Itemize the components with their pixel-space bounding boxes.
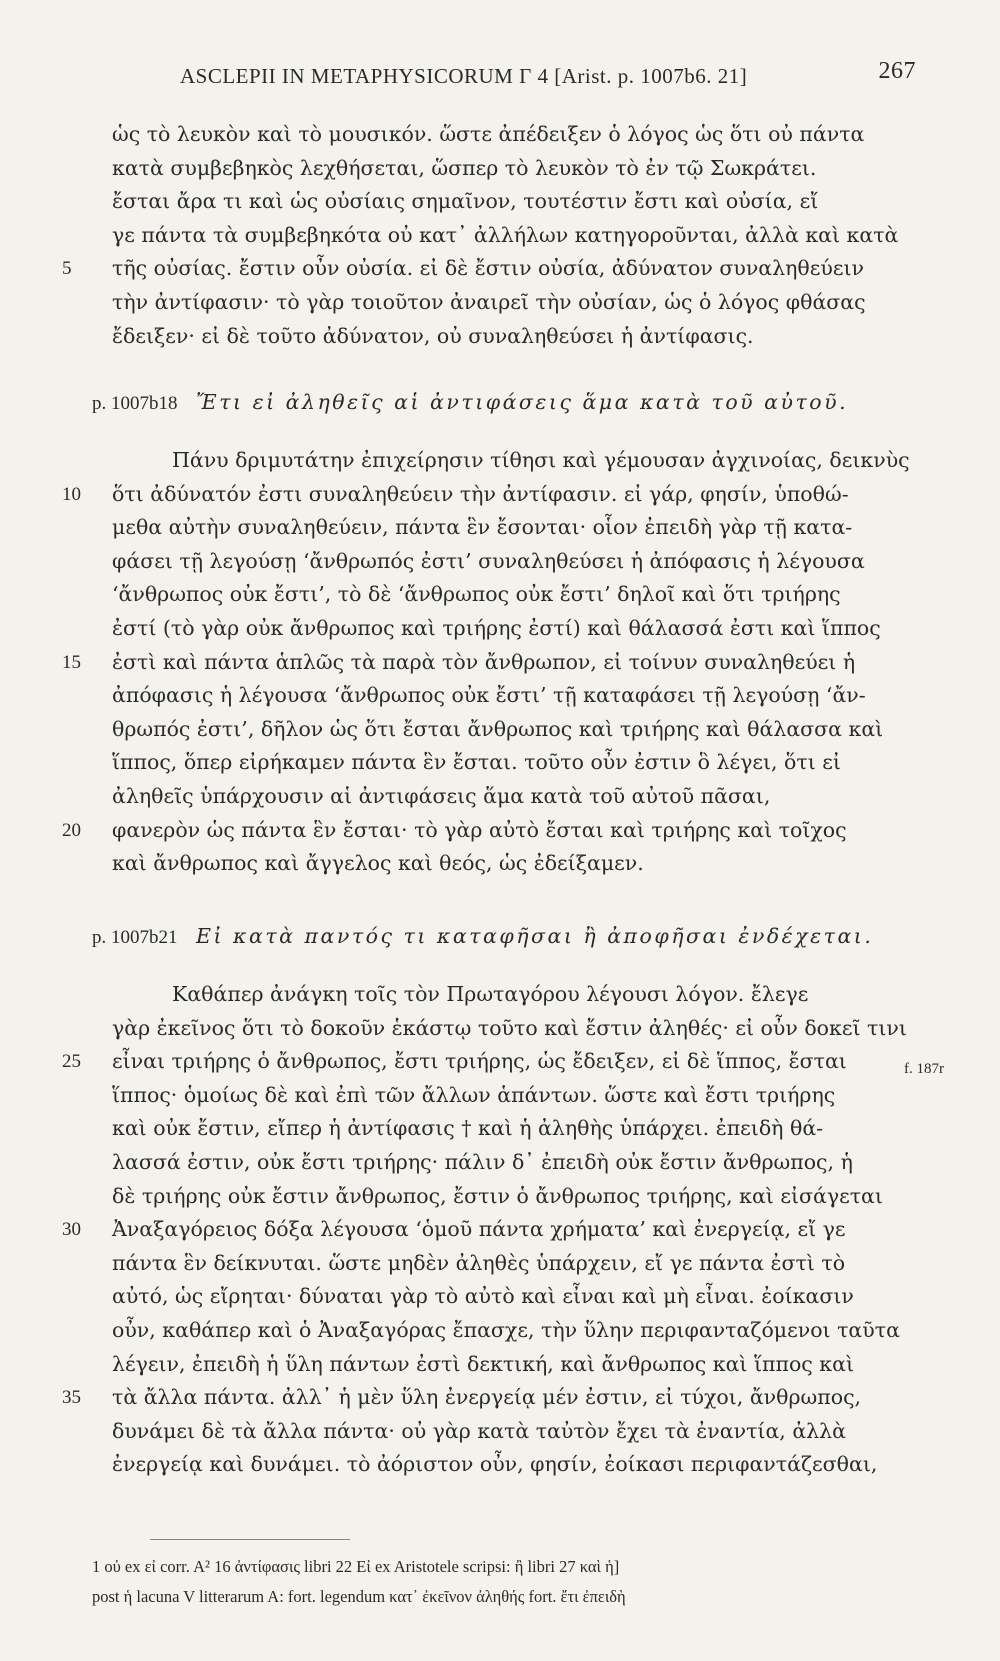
line-text: γὰρ ἐκεῖνος ὅτι τὸ δοκοῦν ἑκάστῳ τοῦτο καὶ ἔστιν ἀληθές· εἰ οὖν δοκεῖ τινι	[112, 1015, 907, 1040]
text-line	[112, 679, 912, 713]
text-line	[112, 320, 912, 354]
line-text: ἀπόφασις ἡ λέγουσα ‘ἄνθρωπος οὐκ ἔστι’ τῇ καταφάσει τῇ λεγούσῃ ‘ἄν-	[112, 683, 866, 708]
line-text: τὰ ἄλλα πάντα. ἀλλ᾽ ἡ μὲν ὕλη ἐνεργείᾳ μέν ἐστιν, εἰ τύχοι, ἄνθρωπος,	[112, 1385, 862, 1410]
line-text: φάσει τῇ λεγούσῃ ‘ἄνθρωπός ἐστι’ συναληθεύσει ἡ ἀπόφασις ἡ λέγουσα	[112, 548, 865, 573]
text-line	[112, 1314, 912, 1348]
text-line	[62, 1213, 912, 1247]
line-text: εἶναι τριήρης ὁ ἄνθρωπος, ἔστι τριήρης, ὡς ἔδειξεν, εἰ δὲ ἵππος, ἔσται	[112, 1049, 847, 1074]
text-line	[112, 1415, 912, 1449]
line-text: ἔσται ἄρα τι καὶ ὡς οὐσίαις σημαῖνον, τουτέστιν ἔστι καὶ οὐσία, εἴ	[112, 189, 819, 214]
text-block-1	[62, 118, 912, 353]
lemma-1	[92, 390, 912, 415]
text-line	[112, 1079, 912, 1113]
text-line	[112, 1280, 912, 1314]
text-line	[112, 1180, 912, 1214]
line-text: ἀληθεῖς ὑπάρχουσιν αἱ ἀντιφάσεις ἅμα κατὰ τοῦ αὐτοῦ πᾶσαι,	[112, 783, 771, 808]
line-text: οὖν, καθάπερ καὶ ὁ Ἀναξαγόρας ἔπασχε, τὴν ὕλην περιφανταζόμενοι ταῦτα	[112, 1317, 900, 1342]
line-text: μεθα αὐτὴν συναληθεύειν, πάντα ἓν ἔσονται· οἷον ἐπειδὴ γὰρ τῇ κατα-	[112, 515, 853, 540]
text-line	[112, 1448, 912, 1482]
text-line	[112, 444, 912, 478]
lemma-quote: Ἔτι εἰ ἀληθεῖς αἱ ἀντιφάσεις ἅμα κατὰ τοῦ αὐτοῦ.	[196, 390, 849, 414]
line-text: ἵππος· ὁμοίως δὲ καὶ ἐπὶ τῶν ἄλλων ἁπάντων. ὥστε καὶ ἔστι τριήρης	[112, 1082, 836, 1107]
page-number: 267	[878, 58, 916, 84]
text-line	[112, 219, 912, 253]
line-text: λέγειν, ἐπειδὴ ἡ ὕλη πάντων ἐστὶ δεκτική, καὶ ἄνθρωπος καὶ ἵππος καὶ	[112, 1351, 854, 1376]
text-line	[112, 612, 912, 646]
footnote-rule	[150, 1539, 350, 1540]
footnotes	[92, 1552, 922, 1612]
text-line	[62, 646, 912, 680]
text-line	[62, 1045, 912, 1079]
line-text: λασσά ἐστιν, οὐκ ἔστι τριήρης· πάλιν δ᾽ ἐπειδὴ οὐκ ἔστιν ἄνθρωπος, ἡ	[112, 1149, 853, 1174]
text-line	[112, 545, 912, 579]
running-title: ASCLEPII IN METAPHYSICORUM Γ 4 [Arist. p. 1007b6. 21]	[180, 64, 748, 88]
text-line	[112, 1348, 912, 1382]
line-number: 25	[62, 1051, 81, 1073]
footnote-line: post ἡ lacuna V litterarum A: fort. legendum κατ᾽ ἐκεῖνον ἀληθής fort. ἔτι ἐπειδὴ	[92, 1587, 626, 1606]
line-text: ὡς τὸ λευκὸν καὶ τὸ μουσικόν. ὥστε ἀπέδειξεν ὁ λόγος ὡς ὅτι οὐ πάντα	[112, 122, 865, 146]
running-head	[180, 56, 916, 96]
text-line	[62, 814, 912, 848]
line-number: 30	[62, 1219, 81, 1241]
footnote-line: 1 οὐ ex εἰ corr. A² 16 ἀντίφασις libri 22 Εἰ ex Aristotele scripsi: ἢ libri 27 καὶ ἡ]	[92, 1557, 620, 1576]
lemma-ref: p. 1007b18	[92, 393, 178, 414]
text-line	[62, 1381, 912, 1415]
text-line	[112, 1247, 912, 1281]
text-line	[112, 713, 912, 747]
line-text: θρωπός ἐστι’, δῆλον ὡς ὅτι ἔσται ἄνθρωπος καὶ τριήρης καὶ θάλασσα καὶ	[112, 716, 884, 741]
line-text: κατὰ συμβεβηκὸς λεχθήσεται, ὥσπερ τὸ λευκὸν τὸ ἐν τῷ Σωκράτει.	[112, 155, 817, 180]
text-line	[112, 578, 912, 612]
lemma-quote: Εἰ κατὰ παντός τι καταφῆσαι ἢ ἀποφῆσαι ἐνδέχεται.	[196, 924, 874, 948]
line-text: φανερὸν ὡς πάντα ἓν ἔσται· τὸ γὰρ αὐτὸ ἔσται καὶ τριήρης καὶ τοῖχος	[112, 817, 847, 842]
line-number: 10	[62, 483, 81, 505]
text-line	[112, 746, 912, 780]
line-text: ἐστὶ καὶ πάντα ἁπλῶς τὰ παρὰ τὸν ἄνθρωπον, εἰ τοίνυν συναληθεύει ἡ	[112, 649, 856, 674]
text-line	[112, 152, 912, 186]
text-line	[112, 1012, 912, 1046]
line-text: γε πάντα τὰ συμβεβηκότα οὐ κατ᾽ ἀλλήλων κατηγοροῦνται, ἀλλὰ καὶ κατὰ	[112, 222, 899, 247]
text-line	[112, 978, 912, 1012]
line-text: πάντα ἓν δείκνυται. ὥστε μηδὲν ἀληθὲς ὑπάρχειν, εἴ γε πάντα ἐστὶ τὸ	[112, 1250, 846, 1275]
text-line	[62, 252, 912, 286]
text-line	[112, 780, 912, 814]
line-text: ἐνεργείᾳ καὶ δυνάμει. τὸ ἀόριστον οὖν, φησίν, ἐοίκασι περιφαντάζεσθαι,	[112, 1452, 878, 1477]
line-text: ἐστί (τὸ γὰρ οὐκ ἄνθρωπος καὶ τριήρης ἐστί) καὶ θάλασσά ἐστι καὶ ἵππος	[112, 615, 881, 640]
margin-folio-note: f. 187r	[904, 1061, 944, 1077]
line-text: ‘ἄνθρωπος οὐκ ἔστι’, τὸ δὲ ‘ἄνθρωπος οὐκ ἔστι’ δηλοῖ καὶ ὅτι τριήρης	[112, 582, 841, 607]
line-text: ἵππος, ὅπερ εἰρήκαμεν πάντα ἓν ἔσται. τοῦτο οὖν ἐστιν ὃ λέγει, ὅτι εἰ	[112, 750, 841, 775]
text-line	[112, 511, 912, 545]
text-block-3	[62, 978, 912, 1482]
text-line	[112, 1146, 912, 1180]
line-text: δὲ τριήρης οὐκ ἔστιν ἄνθρωπος, ἔστιν ὁ ἄνθρωπος τριήρης, καὶ εἰσάγεται	[112, 1183, 883, 1208]
line-text: καὶ οὐκ ἔστιν, εἴπερ ἡ ἀντίφασις † καὶ ἡ ἀληθὴς ὑπάρχει. ἐπειδὴ θά-	[112, 1116, 824, 1141]
lemma-2	[92, 924, 912, 949]
text-line	[112, 1112, 912, 1146]
line-text: καὶ ἄνθρωπος καὶ ἄγγελος καὶ θεός, ὡς ἐδείξαμεν.	[112, 851, 644, 876]
text-line	[62, 478, 912, 512]
line-number: 15	[62, 651, 81, 673]
line-text: τὴν ἀντίφασιν· τὸ γὰρ τοιοῦτον ἀναιρεῖ τὴν οὐσίαν, ὡς ὁ λόγος φθάσας	[112, 289, 866, 314]
line-text: ὅτι ἀδύνατόν ἐστι συναληθεύειν τὴν ἀντίφασιν. εἰ γάρ, φησίν, ὑποθώ-	[112, 481, 849, 506]
line-text: δυνάμει δὲ τὰ ἄλλα πάντα· οὐ γὰρ κατὰ ταὐτὸν ἔχει τὰ ἐναντία, ἀλλὰ	[112, 1418, 846, 1443]
text-line	[112, 847, 912, 881]
line-text: ἔδειξεν· εἰ δὲ τοῦτο ἀδύνατον, οὐ συναληθεύσει ἡ ἀντίφασις.	[112, 323, 754, 348]
text-block-2	[62, 444, 912, 881]
text-line	[112, 286, 912, 320]
line-text: αὐτό, ὡς εἴρηται· δύναται γὰρ τὸ αὐτὸ καὶ εἶναι καὶ μὴ εἶναι. ἐοίκασιν	[112, 1284, 854, 1309]
line-text: Πάνυ δριμυτάτην ἐπιχείρησιν τίθησι καὶ γέμουσαν ἀγχινοίας, δεικνὺς	[172, 448, 910, 472]
line-number: 20	[62, 819, 81, 841]
line-text: Καθάπερ ἀνάγκη τοῖς τὸν Πρωταγόρου λέγουσι λόγον. ἔλεγε	[172, 982, 809, 1006]
line-text: Ἀναξαγόρειος δόξα λέγουσα ‘ὁμοῦ πάντα χρήματα’ καὶ ἐνεργείᾳ, εἴ γε	[112, 1217, 846, 1242]
lemma-ref: p. 1007b21	[92, 927, 178, 948]
line-number: 5	[62, 258, 72, 280]
line-number: 35	[62, 1387, 81, 1409]
text-line	[112, 118, 912, 152]
line-text: τῆς οὐσίας. ἔστιν οὖν οὐσία. εἰ δὲ ἔστιν οὐσία, ἀδύνατον συναληθεύειν	[112, 256, 864, 281]
text-line	[112, 185, 912, 219]
